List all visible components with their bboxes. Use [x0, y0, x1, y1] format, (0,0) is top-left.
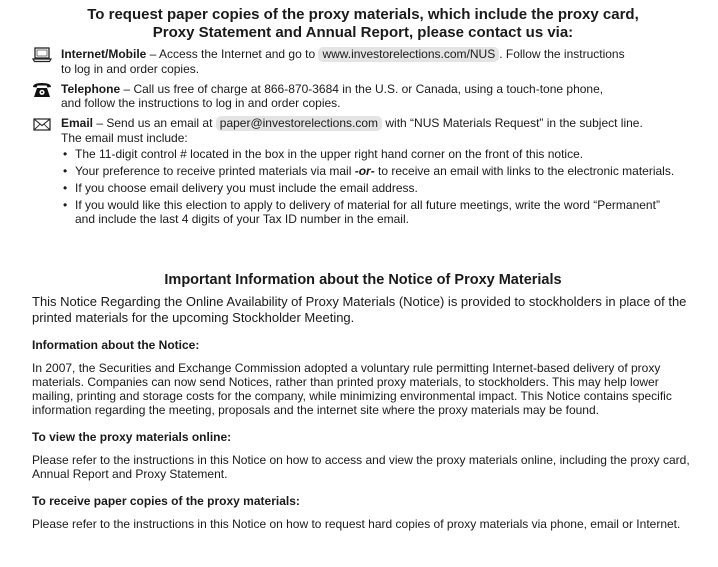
heading-line-1: To request paper copies of the proxy materials, which include the proxy card,	[87, 6, 639, 23]
bullet-text: If you choose email delivery you must include the email address.	[75, 181, 418, 195]
email-label: Email	[61, 116, 94, 130]
envelope-icon	[32, 116, 52, 132]
email-requirements-list	[61, 147, 694, 226]
bullet-text: and include the last 4 digits of your Tax ID number in the email.	[75, 212, 409, 226]
bullet-mark: •	[63, 147, 68, 161]
telephone-label: Telephone	[61, 82, 121, 96]
bullet-mark: •	[63, 198, 68, 212]
list-item	[63, 147, 694, 161]
internet-text-after: . Follow the instructions	[499, 47, 625, 61]
bullet-text: If you would like this election to apply to delivery of material for all future meetings, write the word “Permanent”	[75, 198, 660, 212]
section-heading: To receive paper copies of the proxy materials:	[32, 494, 300, 508]
bullet-text: Your preference to receive printed materials via mail	[75, 164, 355, 178]
internet-text-before: – Access the Internet and go to	[146, 47, 319, 61]
section-heading: To view the proxy materials online:	[32, 430, 232, 444]
section-body: In 2007, the Securities and Exchange Commission adopted a voluntary rule permitting Internet-based delivery of proxy materials. Companies can now send Notices, rather than printed proxy materials, to stockholders. This may help lower mailing, printing and storage costs for the company, while minimizing environmental impact. This Notice contains specific information regarding the meeting, proposals and the internet site where the proxy materials may be found.	[32, 361, 672, 417]
list-item	[63, 198, 694, 226]
important-info-title: Important Information about the Notice of Proxy Materials	[164, 272, 562, 288]
email-line-2: The email must include:	[61, 131, 188, 145]
telephone-line-2: and follow the instructions to log in and order copies.	[61, 96, 341, 110]
bullet-text: to receive an email with links to the electronic materials.	[374, 164, 675, 178]
internet-line-2: to log in and order copies.	[61, 62, 200, 76]
telephone-text: – Call us free of charge at 866-870-3684 in the U.S. or Canada, using a touch-tone phone,	[120, 82, 604, 96]
section-body: Please refer to the instructions in this Notice on how to request hard copies of proxy materials via phone, email or Internet.	[32, 517, 681, 531]
page-heading	[32, 6, 694, 42]
email-text-after: with “NUS Materials Request” in the subject line.	[382, 116, 643, 130]
internet-label: Internet/Mobile	[61, 47, 147, 61]
internet-url-link[interactable]: www.investorelections.com/NUS	[318, 47, 499, 62]
email-text-before: – Send us an email at	[93, 116, 216, 130]
email-method	[32, 116, 694, 226]
important-info-intro: This Notice Regarding the Online Availability of Proxy Materials (Notice) is provided to stockholders in place of the printed materials for the upcoming Stockholder Meeting.	[32, 294, 687, 325]
heading-line-2: Proxy Statement and Annual Report, please contact us via:	[152, 24, 574, 41]
section-body: Please refer to the instructions in this Notice on how to access and view the proxy materials online, including the proxy card, Annual Report and Proxy Statement.	[32, 453, 690, 481]
bullet-text: The 11-digit control # located in the box in the upper right hand corner on the front of this notice.	[75, 147, 584, 161]
section-heading: Information about the Notice:	[32, 338, 200, 352]
bullet-mark: •	[63, 164, 68, 178]
bullet-mark: •	[63, 181, 68, 195]
internet-method	[32, 47, 694, 76]
list-item	[63, 164, 694, 178]
telephone-method	[32, 82, 694, 110]
email-address-link[interactable]: paper@investorelections.com	[216, 116, 382, 131]
laptop-icon	[32, 47, 52, 63]
bullet-or-text: -or-	[354, 164, 375, 178]
list-item	[63, 181, 694, 195]
telephone-icon	[32, 82, 52, 98]
